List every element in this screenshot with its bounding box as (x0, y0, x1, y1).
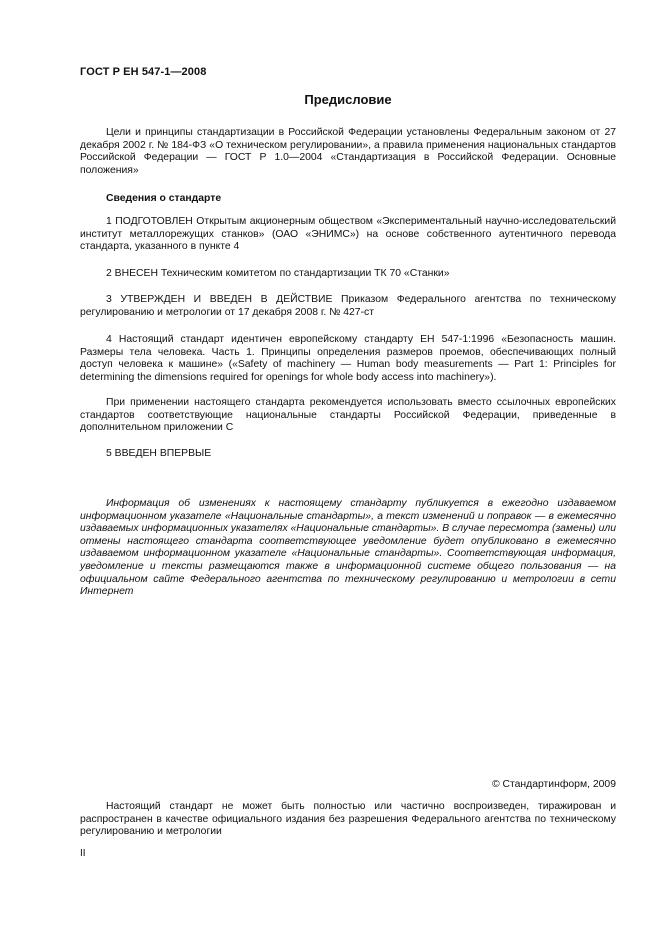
section-heading: Сведения о стандарте (106, 193, 222, 204)
page-number: II (80, 848, 86, 859)
notice-paragraph: Информация об изменениях к настоящему стандарту публикуется в ежегодно издаваемом информационном указателе «Национальные стандарты», а текст изменений и поправок — в ежемесячно издаваемых информационных указателях «Национальные стандарты». В случае пересмотра (замены) или отмены настоящего стандарта соответствующее уведомление будет опубликовано в ежемесячно издаваемом информационном указателе «Национальные стандарты». Соответствующая информация, уведомление и тексты размещаются также в информационной системе общего пользования — на официальном сайте Федерального агентства по техническому регулированию и метрологии в сети Интернет (80, 498, 616, 598)
item-2-submitted: 2 ВНЕСЕН Техническим комитетом по стандартизации ТК 70 «Станки» (106, 268, 450, 279)
standard-designation: ГОСТ Р ЕН 547-1—2008 (80, 66, 207, 78)
intro-paragraph: Цели и принципы стандартизации в Российской Федерации установлены Федеральным законом от 27 декабря 2002 г. № 184-ФЗ «О техническом регулировании», а правила применения национальных стандартов Российской Федерации — ГОСТ Р 1.0—2004 «Стандартизация в Российской Федерации. Основные положения» (80, 127, 616, 176)
item-4-note: При применении настоящего стандарта рекомендуется использовать вместо ссылочных европейских стандартов соответствующие национальные стандарты Российской Федерации, приведенные в дополнительном приложении С (80, 397, 616, 434)
item-3-approved: 3 УТВЕРЖДЕН И ВВЕДЕН В ДЕЙСТВИЕ Приказом Федерального агентства по техническому регулированию и метрологии от 17 декабря 2008 г. № 427-ст (80, 294, 616, 318)
item-4-identical: 4 Настоящий стандарт идентичен европейскому стандарту ЕН 547-1:1996 «Безопасность машин. Размеры тела человека. Часть 1. Принципы определения размеров проемов, обеспечивающих полный доступ человека к машине» («Safety of machinery — Human body measurements — Part 1: Principles for determining the dimensions required for openings for whole body access into machinery»). (80, 334, 616, 383)
item-1-prepared: 1 ПОДГОТОВЛЕН Открытым акционерным обществом «Экспериментальный научно-исследовательский институт металлорежущих станков» (ОАО «ЭНИМС») на основе собственного аутентичного перевода стандарта, указанного в пункте 4 (80, 216, 616, 253)
page-title: Предисловие (304, 92, 392, 107)
copyright-line: © Стандартинформ, 2009 (491, 779, 616, 790)
item-5-introduced: 5 ВВЕДЕН ВПЕРВЫЕ (106, 448, 212, 459)
footer-restriction: Настоящий стандарт не может быть полностью или частично воспроизведен, тиражирован и распространен в качестве официального издания без разрешения Федерального агентства по техническому регулированию и метрологии (80, 801, 616, 838)
